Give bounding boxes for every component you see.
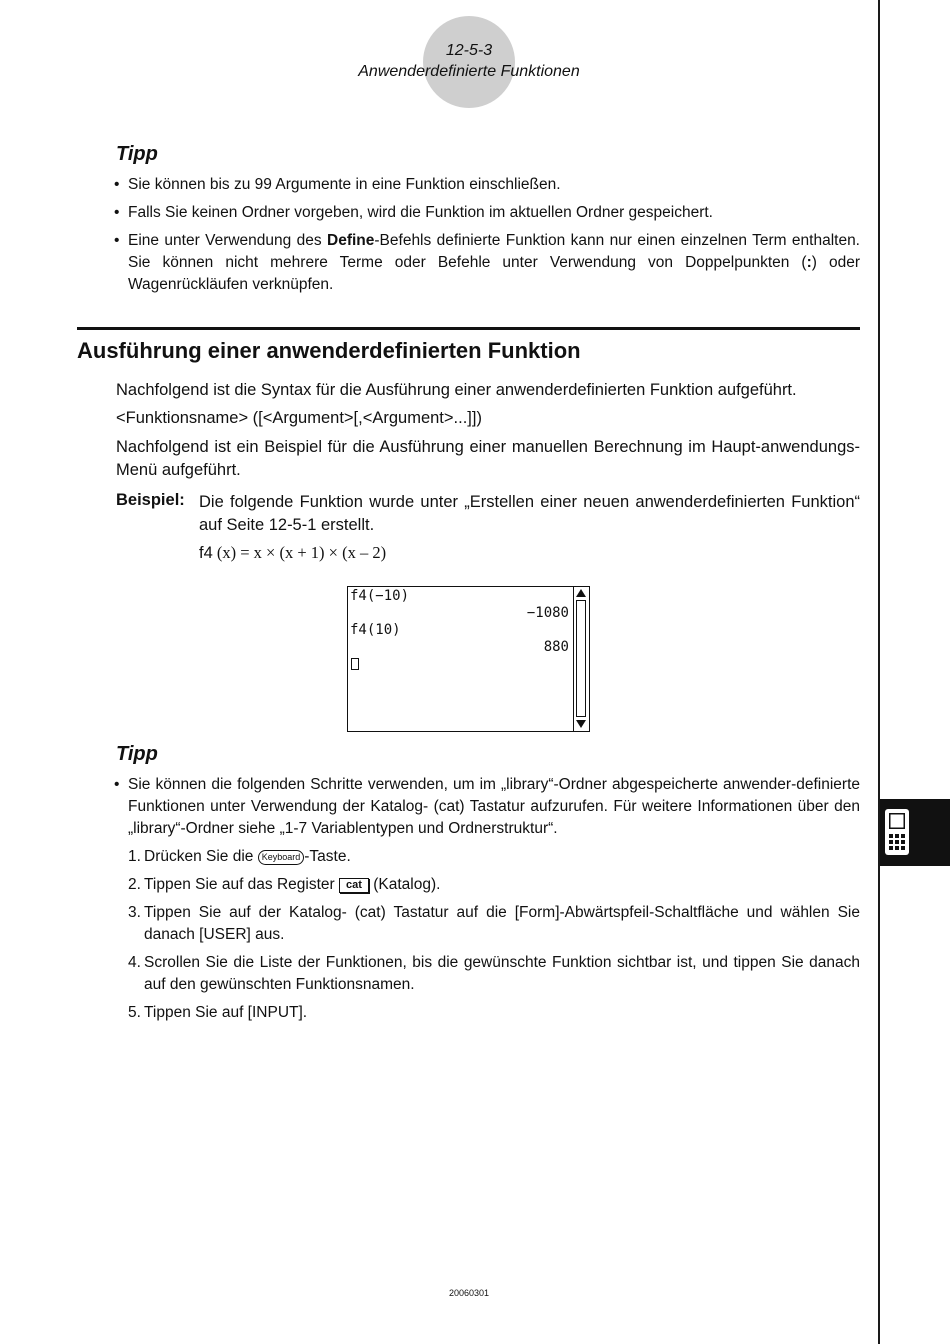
- tip-heading: Tipp: [116, 743, 158, 765]
- step-item: 4. Scrollen Sie die Liste der Funktionen, bis die gewünschte Funktion sichtbar ist, und tippen Sie danach auf den gewünschten Funktionsnamen.: [128, 954, 860, 993]
- screen-input: f4(10): [350, 622, 401, 638]
- page-number: 12-5-3: [445, 42, 493, 59]
- chapter-title: Anwenderdefinierte Funktionen: [358, 63, 580, 80]
- screen-result: −1080: [526, 605, 569, 621]
- step-item: 1. Drücken Sie die Keyboard -Taste.: [128, 848, 351, 865]
- calculator-icon: [884, 808, 910, 856]
- syntax-line: <Funktionsname> ([<Argument>[,<Argument>...]]): [116, 409, 482, 427]
- example-intro: Nachfolgend ist ein Beispiel für die Ausführung einer manuellen Berechnung im Haupt-anwendungs-Menü aufgeführt.: [116, 438, 860, 479]
- formula: f4 (x) = x × (x + 1) × (x – 2): [199, 543, 387, 562]
- section-rule: [77, 327, 860, 330]
- step-item: 2. Tippen Sie auf das Register cat (Katalog).: [128, 876, 441, 893]
- tip-list: [114, 774, 860, 846]
- step-item: 5. Tippen Sie auf [INPUT].: [128, 1004, 308, 1021]
- tip-list: [114, 174, 860, 302]
- example-label: Beispiel:: [116, 491, 185, 509]
- tip-item: • Eine unter Verwendung des Define-Befehls definierte Funktion kann nur einen einzelnen Term enthalten. Sie können nicht mehrere Terme oder Befehle unter Verwendung von Doppelpunkten (:) oder Wagenrückläufen verknüpfen.: [114, 230, 860, 296]
- keyboard-key-icon: Keyboard: [258, 850, 305, 865]
- screen-scrollbar: [573, 587, 589, 731]
- cat-tab-icon: cat: [339, 878, 369, 893]
- calculator-screen: [347, 586, 590, 732]
- input-cursor: [351, 658, 359, 670]
- syntax-intro: Nachfolgend ist die Syntax für die Ausführung einer anwenderdefinierten Funktion aufgeführt.: [116, 381, 797, 399]
- section-title: Ausführung einer anwenderdefinierten Funktion: [77, 338, 581, 363]
- tip-item: • Sie können bis zu 99 Argumente in eine Funktion einschließen.: [114, 174, 860, 196]
- right-margin-rule: [878, 0, 880, 1344]
- tip-item: • Sie können die folgenden Schritte verwenden, um im „library“-Ordner abgespeicherte anwender-definierte Funktionen unter Verwendung der Katalog- (cat) Tastatur aufzurufen. Für weitere Informationen über den „library“-Ordner siehe „1-7 Variablentypen und Ordnerstruktur“.: [114, 774, 860, 840]
- screen-input: f4(−10): [350, 588, 410, 604]
- define-keyword: Define: [327, 232, 375, 249]
- header-circle: [423, 16, 515, 108]
- tip-heading: Tipp: [116, 143, 158, 165]
- example-text: Die folgende Funktion wurde unter „Erstellen einer neuen anwenderdefinierten Funktion“ auf Seite 12-5-1 erstellt.: [199, 493, 860, 534]
- step-item: 3. Tippen Sie auf der Katalog- (cat) Tastatur auf die [Form]-Abwärtspfeil-Schaltfläche und wählen Sie danach [USER] aus.: [128, 904, 860, 943]
- scroll-track: [576, 600, 586, 717]
- screen-result: 880: [543, 639, 569, 655]
- scroll-up-icon: [576, 589, 586, 597]
- scroll-down-icon: [576, 720, 586, 728]
- step-list: [128, 846, 860, 1030]
- footer-code: 20060301: [448, 1288, 490, 1298]
- chapter-side-tab: [880, 799, 950, 866]
- tip-item: • Falls Sie keinen Ordner vorgeben, wird die Funktion im aktuellen Ordner gespeichert.: [114, 202, 860, 224]
